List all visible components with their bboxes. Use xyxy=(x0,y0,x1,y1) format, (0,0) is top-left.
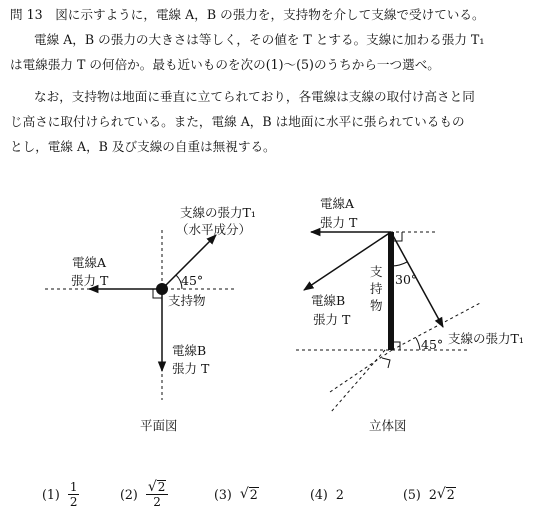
ground-diagonal-guide xyxy=(331,350,385,412)
plan-view-diagram xyxy=(45,205,256,433)
wire-b-label: 電線B xyxy=(311,293,346,308)
guy-tension-label: 支線の張力T₁ xyxy=(448,331,524,346)
wire-a-tension-label: 張力 T xyxy=(320,215,358,230)
angle-label: 45° xyxy=(181,273,204,288)
choice-4[interactable] xyxy=(310,474,344,514)
choice-number: (3) xyxy=(214,486,232,502)
numerator: 1 xyxy=(69,479,78,494)
note-line: とし，電線 A，B 及び支線の自重は無視する。 xyxy=(10,139,276,154)
right-angle-mark xyxy=(382,358,390,368)
pole-label-char: 持 xyxy=(370,281,383,296)
question-line: 電線 A，B の張力の大きさは等しく，その値を T とする。支線に加わる張力 T₁ xyxy=(34,32,485,47)
angle45-arc xyxy=(416,338,420,350)
question-line: 問 13 図に示すように，電線 A，B の張力を，支持物を介して支線で受けている。 xyxy=(10,7,485,22)
wire-b-tension-label: 張力 T xyxy=(172,361,210,376)
pole-label: 支持物 xyxy=(168,293,206,308)
angle30-arc xyxy=(392,262,407,266)
choice-number: (4) xyxy=(310,486,328,502)
choice-value: 2 xyxy=(335,486,344,502)
sqrt: √ 2 xyxy=(239,486,258,502)
sqrt: √ 2 xyxy=(436,486,455,502)
choice-5[interactable] xyxy=(403,474,456,514)
denominator: 2 xyxy=(69,494,78,509)
perspective-diagram xyxy=(296,196,524,433)
note-line: じ高さに取付けられている。また，電線 A，B は地面に水平に張られているもの xyxy=(10,114,465,129)
radicand: 2 xyxy=(446,487,455,502)
perspective-caption: 立体図 xyxy=(369,418,407,433)
pole-dot xyxy=(156,283,168,295)
choice-1[interactable] xyxy=(42,474,79,514)
wire-b-tension-label: 張力 T xyxy=(313,312,351,327)
sqrt: √ 2 xyxy=(147,478,166,495)
ground-diagonal-guide xyxy=(330,350,392,392)
denominator: 2 xyxy=(153,494,161,509)
note-line: なお，支持物は地面に垂直に立てられており，各電線は支線の取付け高さと同 xyxy=(34,89,475,104)
pole xyxy=(388,232,394,350)
choice-number: (2) xyxy=(120,486,138,502)
horizontal-component-label: （水平成分） xyxy=(176,222,252,237)
choice-number: (5) xyxy=(403,486,421,502)
pole-label-char: 支 xyxy=(370,264,383,279)
wire-a-label: 電線A xyxy=(320,196,355,211)
angle45-label: 45° xyxy=(421,337,444,352)
guy-tension-label: 支線の張力T₁ xyxy=(180,205,256,220)
coefficient: 2 xyxy=(428,486,437,502)
wire-a-label: 電線A xyxy=(72,255,107,270)
radicand: 2 xyxy=(157,479,166,494)
numerator xyxy=(146,480,169,495)
radicand: 2 xyxy=(249,487,258,502)
choice-3[interactable] xyxy=(214,474,259,514)
question-line: は電線張力 T の何倍か。最も近いものを次の(1)～(5)のうちから一つ選べ。 xyxy=(10,57,440,72)
wire-b-label: 電線B xyxy=(172,343,207,358)
fraction xyxy=(146,480,169,509)
wire-a-tension-label: 張力 T xyxy=(71,273,109,288)
fraction xyxy=(68,480,80,509)
pole-label-char: 物 xyxy=(370,298,383,313)
choice-number: (1) xyxy=(42,486,60,502)
choice-2[interactable] xyxy=(120,474,168,514)
plan-view-caption: 平面図 xyxy=(140,418,178,433)
angle30-label: 30° xyxy=(395,272,418,287)
answer-choices xyxy=(0,474,546,514)
